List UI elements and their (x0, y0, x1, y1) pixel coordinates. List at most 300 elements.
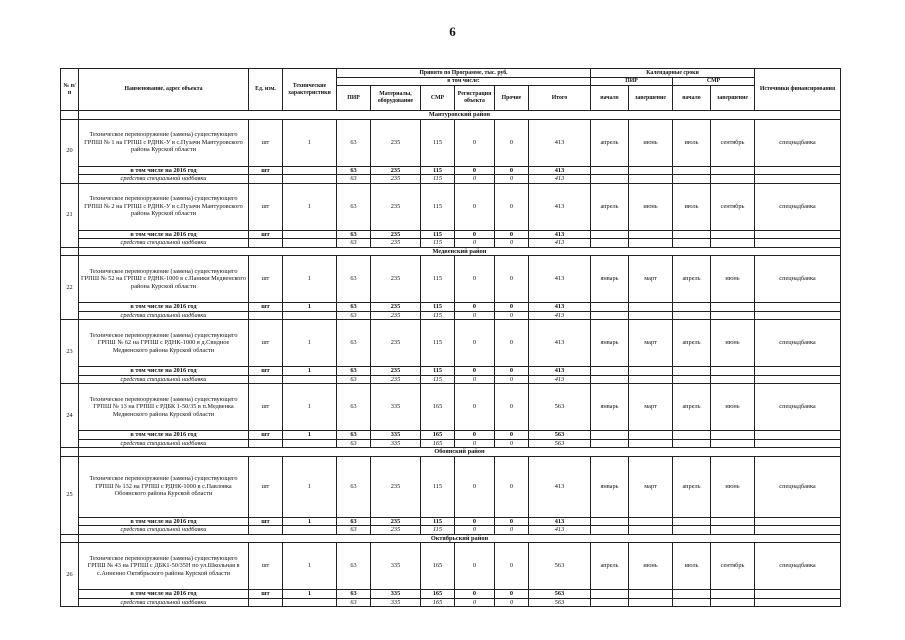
subtotal-unit: шт (249, 230, 283, 239)
header-incl: в том числе: (337, 78, 591, 86)
header-name: Наименование, адрес объекта (79, 69, 249, 111)
subtotal-materials: 335 (371, 590, 421, 599)
object-pir: 63 (337, 119, 371, 166)
subtotal-total: 413 (529, 367, 591, 376)
object-other: 0 (495, 543, 529, 590)
empty-cell (629, 526, 673, 535)
subtotal-total: 563 (529, 590, 591, 599)
subtotal-tech (283, 230, 337, 239)
header-smr: СМР (421, 86, 455, 111)
object-row (61, 543, 841, 590)
object-pir-start: январь (591, 456, 629, 517)
header-calendar: Календарные сроки (591, 69, 755, 78)
subtotal-pir: 63 (337, 431, 371, 440)
empty-cell (629, 311, 673, 320)
subtotal-materials: 235 (371, 517, 421, 526)
empty-cell (629, 303, 673, 312)
empty-cell (673, 517, 711, 526)
object-name: Техническое перевооружение (замена) существующего ГРПШ № 52 на ГРПШ с РДНК-1000 в с.Паники Медвенского района Курской области (79, 256, 249, 303)
object-materials: 335 (371, 384, 421, 431)
subtotal-row (61, 367, 841, 376)
special-total: 563 (529, 598, 591, 607)
object-unit: шт (249, 183, 283, 230)
subtotal-pir: 63 (337, 590, 371, 599)
object-registration: 0 (455, 320, 495, 367)
object-pir: 63 (337, 183, 371, 230)
empty-cell (711, 375, 755, 384)
empty-cell (673, 230, 711, 239)
special-pir: 63 (337, 239, 371, 248)
special-registration: 0 (455, 598, 495, 607)
special-registration: 0 (455, 526, 495, 535)
object-other: 0 (495, 256, 529, 303)
subtotal-other: 0 (495, 303, 529, 312)
empty-cell (249, 311, 283, 320)
empty-cell (591, 431, 629, 440)
special-fund-label: средства специальной надбавки (79, 598, 249, 607)
special-materials: 335 (371, 598, 421, 607)
object-pir-end: март (629, 256, 673, 303)
special-fund-label: средства специальной надбавки (79, 175, 249, 184)
empty-cell (711, 239, 755, 248)
empty-cell (755, 598, 841, 607)
special-total: 413 (529, 311, 591, 320)
district-num-cell (61, 111, 79, 120)
district-name: Мантуровский район (79, 111, 841, 120)
empty-cell (711, 311, 755, 320)
object-other: 0 (495, 183, 529, 230)
object-smr-start: апрель (673, 456, 711, 517)
empty-cell (591, 239, 629, 248)
subtotal-other: 0 (495, 590, 529, 599)
object-smr-start: июль (673, 183, 711, 230)
special-registration: 0 (455, 375, 495, 384)
object-smr-start: апрель (673, 384, 711, 431)
special-fund-row (61, 311, 841, 320)
subtotal-registration: 0 (455, 166, 495, 175)
subtotal-smr: 115 (421, 303, 455, 312)
empty-cell (629, 590, 673, 599)
object-pir: 63 (337, 543, 371, 590)
special-fund-label: средства специальной надбавки (79, 439, 249, 448)
empty-cell (629, 367, 673, 376)
empty-cell (283, 598, 337, 607)
subtotal-unit: шт (249, 367, 283, 376)
empty-cell (629, 239, 673, 248)
empty-cell (755, 303, 841, 312)
object-registration: 0 (455, 183, 495, 230)
object-total: 413 (529, 320, 591, 367)
special-smr: 115 (421, 311, 455, 320)
header-tech: Технические характеристики (283, 69, 337, 111)
subtotal-row (61, 303, 841, 312)
object-tech: 1 (283, 320, 337, 367)
object-pir-start: апрель (591, 183, 629, 230)
object-smr: 165 (421, 543, 455, 590)
object-tech: 1 (283, 384, 337, 431)
subtotal-other: 0 (495, 517, 529, 526)
special-pir: 63 (337, 311, 371, 320)
special-other: 0 (495, 598, 529, 607)
subtotal-materials: 235 (371, 303, 421, 312)
object-total: 413 (529, 256, 591, 303)
district-row (61, 111, 841, 120)
table-header (61, 69, 841, 111)
object-row (61, 256, 841, 303)
empty-cell (249, 526, 283, 535)
subtotal-registration: 0 (455, 517, 495, 526)
empty-cell (711, 175, 755, 184)
special-total: 413 (529, 239, 591, 248)
header-pir: ПИР (337, 86, 371, 111)
special-pir: 63 (337, 439, 371, 448)
empty-cell (629, 175, 673, 184)
object-other: 0 (495, 384, 529, 431)
subtotal-materials: 335 (371, 431, 421, 440)
empty-cell (711, 517, 755, 526)
special-other: 0 (495, 311, 529, 320)
object-materials: 335 (371, 543, 421, 590)
empty-cell (591, 590, 629, 599)
empty-cell (591, 598, 629, 607)
subtotal-materials: 235 (371, 230, 421, 239)
special-smr: 115 (421, 239, 455, 248)
header-smr-end: завершение (711, 86, 755, 111)
special-materials: 235 (371, 526, 421, 535)
object-smr: 115 (421, 256, 455, 303)
header-program: Принято по Программе, тыс. руб. (337, 69, 591, 78)
empty-cell (673, 598, 711, 607)
object-number: 25 (61, 456, 79, 534)
empty-cell (711, 590, 755, 599)
header-pir-start: начало (591, 86, 629, 111)
object-registration: 0 (455, 456, 495, 517)
object-smr-start: июль (673, 119, 711, 166)
empty-cell (591, 166, 629, 175)
object-other: 0 (495, 456, 529, 517)
object-tech: 1 (283, 456, 337, 517)
subtotal-total: 413 (529, 517, 591, 526)
object-number: 24 (61, 384, 79, 448)
object-smr-start: апрель (673, 256, 711, 303)
empty-cell (249, 598, 283, 607)
subtotal-row (61, 517, 841, 526)
empty-cell (629, 598, 673, 607)
empty-cell (755, 367, 841, 376)
object-row (61, 119, 841, 166)
empty-cell (673, 367, 711, 376)
subtotal-other: 0 (495, 367, 529, 376)
special-registration: 0 (455, 311, 495, 320)
object-other: 0 (495, 320, 529, 367)
object-pir-end: июнь (629, 119, 673, 166)
special-materials: 235 (371, 311, 421, 320)
empty-cell (591, 375, 629, 384)
special-smr: 115 (421, 526, 455, 535)
object-unit: шт (249, 543, 283, 590)
object-smr-end: июнь (711, 320, 755, 367)
object-source: спецнадбавка (755, 384, 841, 431)
subtotal-total: 563 (529, 431, 591, 440)
empty-cell (283, 439, 337, 448)
subtotal-registration: 0 (455, 431, 495, 440)
subtotal-tech: 1 (283, 431, 337, 440)
empty-cell (755, 375, 841, 384)
object-source: спецнадбавка (755, 256, 841, 303)
subtotal-label: в том числе на 2016 год (79, 166, 249, 175)
special-total: 413 (529, 175, 591, 184)
subtotal-label: в том числе на 2016 год (79, 367, 249, 376)
object-smr-start: июль (673, 543, 711, 590)
header-total: Итого (529, 86, 591, 111)
empty-cell (249, 375, 283, 384)
special-smr: 115 (421, 175, 455, 184)
empty-cell (283, 239, 337, 248)
district-row (61, 448, 841, 457)
empty-cell (673, 431, 711, 440)
table-body (61, 111, 841, 607)
empty-cell (673, 311, 711, 320)
subtotal-unit: шт (249, 303, 283, 312)
special-other: 0 (495, 439, 529, 448)
subtotal-label: в том числе на 2016 год (79, 303, 249, 312)
special-fund-label: средства специальной надбавки (79, 239, 249, 248)
special-registration: 0 (455, 439, 495, 448)
object-pir-end: март (629, 456, 673, 517)
object-materials: 235 (371, 320, 421, 367)
subtotal-materials: 235 (371, 166, 421, 175)
object-pir: 63 (337, 456, 371, 517)
subtotal-pir: 63 (337, 517, 371, 526)
object-tech: 1 (283, 183, 337, 230)
empty-cell (711, 166, 755, 175)
object-name: Техническое перевооружение (замена) существующего ГРПШ № 62 на ГРПШ с РДНК-1000 в д.Свидное Медвенского района Курской области (79, 320, 249, 367)
object-registration: 0 (455, 256, 495, 303)
empty-cell (755, 431, 841, 440)
district-name: Октябрьский район (79, 534, 841, 543)
object-total: 563 (529, 384, 591, 431)
subtotal-other: 0 (495, 166, 529, 175)
empty-cell (711, 367, 755, 376)
special-other: 0 (495, 175, 529, 184)
object-other: 0 (495, 119, 529, 166)
special-total: 413 (529, 526, 591, 535)
subtotal-smr: 115 (421, 517, 455, 526)
header-cal-smr: СМР (673, 78, 755, 86)
object-total: 413 (529, 183, 591, 230)
special-fund-label: средства специальной надбавки (79, 311, 249, 320)
empty-cell (711, 230, 755, 239)
special-materials: 235 (371, 375, 421, 384)
special-fund-label: средства специальной надбавки (79, 375, 249, 384)
object-pir-start: январь (591, 384, 629, 431)
empty-cell (591, 175, 629, 184)
empty-cell (673, 303, 711, 312)
empty-cell (755, 166, 841, 175)
district-num-cell (61, 247, 79, 256)
special-total: 413 (529, 375, 591, 384)
object-name: Техническое перевооружение (замена) существующего ГРПШ № 1 на ГРПШ с РДНК-У в с.Пузачи Мантуровского района Курской области (79, 119, 249, 166)
empty-cell (629, 230, 673, 239)
object-tech: 1 (283, 256, 337, 303)
subtotal-pir: 63 (337, 367, 371, 376)
empty-cell (755, 526, 841, 535)
empty-cell (629, 375, 673, 384)
district-row (61, 534, 841, 543)
subtotal-smr: 165 (421, 590, 455, 599)
empty-cell (711, 439, 755, 448)
object-registration: 0 (455, 543, 495, 590)
object-materials: 235 (371, 456, 421, 517)
district-num-cell (61, 534, 79, 543)
object-tech: 1 (283, 543, 337, 590)
empty-cell (591, 526, 629, 535)
empty-cell (673, 590, 711, 599)
object-smr-end: сентябрь (711, 543, 755, 590)
special-fund-label: средства специальной надбавки (79, 526, 249, 535)
subtotal-registration: 0 (455, 590, 495, 599)
object-number: 22 (61, 256, 79, 320)
district-row (61, 247, 841, 256)
subtotal-smr: 115 (421, 367, 455, 376)
special-other: 0 (495, 239, 529, 248)
special-smr: 115 (421, 375, 455, 384)
subtotal-pir: 63 (337, 230, 371, 239)
object-name: Техническое перевооружение (замена) существующего ГРПШ № 2 на ГРПШ с РДНК-У в с.Пузачи Мантуровского района Курской области (79, 183, 249, 230)
subtotal-materials: 235 (371, 367, 421, 376)
empty-cell (711, 526, 755, 535)
object-unit: шт (249, 384, 283, 431)
subtotal-unit: шт (249, 431, 283, 440)
empty-cell (755, 311, 841, 320)
object-pir-end: март (629, 384, 673, 431)
object-source: спецнадбавка (755, 183, 841, 230)
object-total: 413 (529, 119, 591, 166)
subtotal-label: в том числе на 2016 год (79, 230, 249, 239)
subtotal-smr: 165 (421, 431, 455, 440)
object-smr: 165 (421, 384, 455, 431)
object-smr-end: июнь (711, 384, 755, 431)
subtotal-registration: 0 (455, 230, 495, 239)
subtotal-label: в том числе на 2016 год (79, 590, 249, 599)
object-unit: шт (249, 119, 283, 166)
empty-cell (755, 439, 841, 448)
object-registration: 0 (455, 384, 495, 431)
object-row (61, 456, 841, 517)
object-pir-start: апрель (591, 119, 629, 166)
empty-cell (711, 431, 755, 440)
subtotal-tech: 1 (283, 517, 337, 526)
empty-cell (673, 166, 711, 175)
object-pir: 63 (337, 384, 371, 431)
special-pir: 63 (337, 598, 371, 607)
object-materials: 235 (371, 119, 421, 166)
empty-cell (673, 175, 711, 184)
district-name: Медвенский район (79, 247, 841, 256)
empty-cell (711, 598, 755, 607)
program-table (60, 68, 841, 607)
empty-cell (591, 230, 629, 239)
object-name: Техническое перевооружение (замена) существующего ГРПШ № 43 на ГРПШ с ДБК1-50/35Н по ул.Школьная в с.Анненно Октябрьского района Курской области (79, 543, 249, 590)
empty-cell (591, 303, 629, 312)
empty-cell (591, 439, 629, 448)
district-num-cell (61, 448, 79, 457)
object-total: 413 (529, 456, 591, 517)
empty-cell (629, 517, 673, 526)
header-registration: Регистрация объекта (455, 86, 495, 111)
object-smr: 115 (421, 119, 455, 166)
subtotal-total: 413 (529, 303, 591, 312)
object-smr: 115 (421, 320, 455, 367)
subtotal-tech: 1 (283, 367, 337, 376)
object-smr-end: сентябрь (711, 183, 755, 230)
subtotal-pir: 63 (337, 303, 371, 312)
object-source: спецнадбавка (755, 320, 841, 367)
object-row (61, 320, 841, 367)
subtotal-registration: 0 (455, 367, 495, 376)
empty-cell (629, 166, 673, 175)
district-name: Обоянский район (79, 448, 841, 457)
empty-cell (591, 517, 629, 526)
special-registration: 0 (455, 239, 495, 248)
special-pir: 63 (337, 526, 371, 535)
object-tech: 1 (283, 119, 337, 166)
subtotal-label: в том числе на 2016 год (79, 431, 249, 440)
special-fund-row (61, 375, 841, 384)
object-unit: шт (249, 256, 283, 303)
header-other: Прочие (495, 86, 529, 111)
header-source: Источники финансирования (755, 69, 841, 111)
special-fund-row (61, 439, 841, 448)
subtotal-other: 0 (495, 431, 529, 440)
subtotal-total: 413 (529, 166, 591, 175)
special-other: 0 (495, 526, 529, 535)
empty-cell (673, 375, 711, 384)
empty-cell (249, 239, 283, 248)
subtotal-row (61, 590, 841, 599)
object-pir-end: март (629, 320, 673, 367)
subtotal-other: 0 (495, 230, 529, 239)
empty-cell (283, 311, 337, 320)
empty-cell (755, 239, 841, 248)
subtotal-pir: 63 (337, 166, 371, 175)
special-other: 0 (495, 375, 529, 384)
empty-cell (591, 311, 629, 320)
object-smr-end: июнь (711, 256, 755, 303)
special-materials: 235 (371, 239, 421, 248)
empty-cell (249, 439, 283, 448)
subtotal-row (61, 230, 841, 239)
subtotal-label: в том числе на 2016 год (79, 517, 249, 526)
header-materials: Материалы, оборудование (371, 86, 421, 111)
object-number: 21 (61, 183, 79, 247)
special-pir: 63 (337, 375, 371, 384)
object-number: 20 (61, 119, 79, 183)
object-row (61, 384, 841, 431)
special-fund-row (61, 598, 841, 607)
special-total: 563 (529, 439, 591, 448)
object-pir: 63 (337, 256, 371, 303)
object-pir: 63 (337, 320, 371, 367)
object-pir-start: январь (591, 320, 629, 367)
object-name: Техническое перевооружение (замена) существующего ГРПШ № 13 на ГРПШ с РДБК 1-50/35 в п.Медвенка Медвенского района Курской области (79, 384, 249, 431)
header-num: № п/п (61, 69, 79, 111)
special-pir: 63 (337, 175, 371, 184)
object-pir-end: июнь (629, 543, 673, 590)
empty-cell (711, 303, 755, 312)
page-number: 6 (449, 24, 456, 39)
empty-cell (673, 526, 711, 535)
